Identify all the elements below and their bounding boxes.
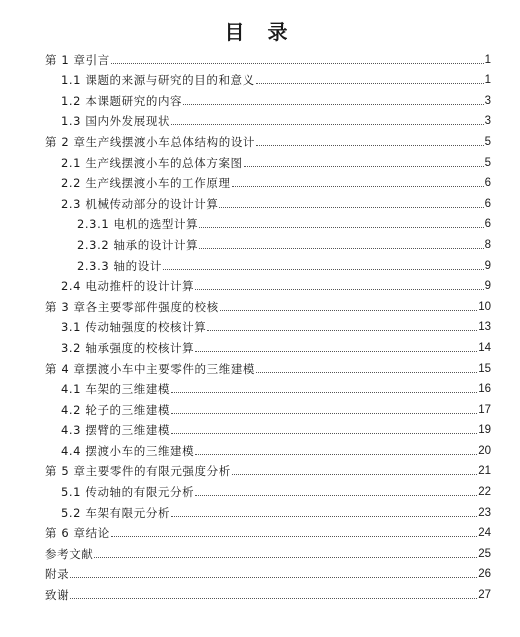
toc-entry-page-number: 10 — [478, 300, 491, 313]
toc-entry-page-number: 16 — [478, 383, 491, 396]
toc-entry[interactable] — [0, 254, 520, 275]
toc-entry-title: 第 6 章结论 — [45, 526, 110, 541]
toc-entry-page-number: 1 — [484, 53, 491, 66]
toc-entry-page-number: 1 — [484, 74, 491, 87]
toc-entry-title: 4.3 摆臂的三维建模 — [61, 423, 171, 438]
dot-leader — [183, 104, 483, 105]
toc-entry-page-number: 5 — [484, 135, 491, 148]
dot-leader — [199, 227, 483, 228]
toc-entry-page-number: 21 — [478, 465, 491, 478]
dot-leader — [70, 577, 477, 578]
toc-entry-page-number: 17 — [478, 403, 491, 416]
dot-leader — [195, 454, 477, 455]
toc-entry-page-number: 9 — [484, 259, 491, 272]
toc-entry[interactable] — [0, 48, 520, 69]
toc-entry-title: 第 5 章主要零件的有限元强度分析 — [45, 464, 231, 479]
toc-entry-title: 2.4 电动推杆的设计计算 — [61, 279, 195, 294]
toc-entry[interactable] — [0, 172, 520, 193]
toc-entry[interactable] — [0, 439, 520, 460]
dot-leader — [111, 536, 477, 537]
toc-entry-page-number: 5 — [484, 156, 491, 169]
toc-entry-page-number: 23 — [478, 506, 491, 519]
dot-leader — [232, 186, 484, 187]
toc-entry[interactable] — [0, 295, 520, 316]
dot-leader — [199, 248, 483, 249]
toc-entry[interactable] — [0, 563, 520, 584]
dot-leader — [220, 310, 477, 311]
toc-entry-page-number: 14 — [478, 341, 491, 354]
dot-leader — [256, 372, 477, 373]
toc-entry-title: 2.3 机械传动部分的设计计算 — [61, 196, 219, 211]
toc-entry-title: 2.3.1 电机的选型计算 — [77, 217, 199, 232]
dot-leader — [195, 495, 477, 496]
toc-entry-page-number: 6 — [484, 197, 491, 210]
toc-entry[interactable] — [0, 233, 520, 254]
toc-entry-title: 1.3 国内外发展现状 — [61, 114, 171, 129]
toc-entry[interactable] — [0, 213, 520, 234]
dot-leader — [171, 413, 477, 414]
dot-leader — [244, 166, 484, 167]
dot-leader — [195, 289, 483, 290]
toc-entry-title: 1.1 课题的来源与研究的目的和意义 — [61, 73, 255, 88]
toc-entry-page-number: 6 — [484, 177, 491, 190]
toc-entry[interactable] — [0, 501, 520, 522]
dot-leader — [171, 516, 477, 517]
toc-entry-page-number: 13 — [478, 321, 491, 334]
toc-entry-page-number: 9 — [484, 280, 491, 293]
toc-entry-title: 4.1 车架的三维建模 — [61, 382, 171, 397]
toc-entry[interactable] — [0, 398, 520, 419]
dot-leader — [219, 207, 483, 208]
toc-entry-page-number: 15 — [478, 362, 491, 375]
toc-entry[interactable] — [0, 378, 520, 399]
toc-entry[interactable] — [0, 542, 520, 563]
toc-entry[interactable] — [0, 69, 520, 90]
dot-leader — [195, 351, 477, 352]
toc-entry-title: 第 4 章摆渡小车中主要零件的三维建模 — [45, 361, 256, 376]
dot-leader — [94, 557, 477, 558]
dot-leader — [256, 83, 484, 84]
toc-entry-page-number: 8 — [484, 238, 491, 251]
toc-entry-title: 附录 — [45, 567, 70, 582]
toc-entry[interactable] — [0, 130, 520, 151]
toc-entry-page-number: 3 — [484, 94, 491, 107]
toc-entry-title: 5.1 传动轴的有限元分析 — [61, 485, 195, 500]
toc-entry-title: 2.3.2 轴承的设计计算 — [77, 237, 199, 252]
toc-entry[interactable] — [0, 583, 520, 604]
toc-entry-title: 2.1 生产线摆渡小车的总体方案图 — [61, 155, 243, 170]
toc-entry-title: 致谢 — [45, 588, 70, 603]
toc-entry-page-number: 26 — [478, 568, 491, 581]
toc-entry[interactable] — [0, 275, 520, 296]
toc-entry-page-number: 24 — [478, 527, 491, 540]
toc-entry-title: 参考文献 — [45, 546, 94, 561]
dot-leader — [111, 63, 484, 64]
toc-entry-page-number: 25 — [478, 547, 491, 560]
toc-entry-page-number: 3 — [484, 115, 491, 128]
toc-entry[interactable] — [0, 460, 520, 481]
toc-entry[interactable] — [0, 151, 520, 172]
toc-entry-title: 1.2 本课题研究的内容 — [61, 93, 183, 108]
dot-leader — [256, 145, 484, 146]
toc-entry[interactable] — [0, 110, 520, 131]
dot-leader — [171, 124, 484, 125]
toc-entry-title: 2.2 生产线摆渡小车的工作原理 — [61, 176, 231, 191]
toc-entry[interactable] — [0, 89, 520, 110]
toc-entry[interactable] — [0, 522, 520, 543]
dot-leader — [207, 330, 477, 331]
toc-entry-title: 第 3 章各主要零部件强度的校核 — [45, 299, 219, 314]
toc-entry-title: 3.2 轴承强度的校核计算 — [61, 340, 195, 355]
toc-entry-title: 2.3.3 轴的设计 — [77, 258, 162, 273]
toc-entry-page-number: 19 — [478, 424, 491, 437]
toc-entry-title: 第 2 章生产线摆渡小车总体结构的设计 — [45, 134, 256, 149]
toc-entry[interactable] — [0, 419, 520, 440]
toc-entry-page-number: 22 — [478, 486, 491, 499]
toc-entry-page-number: 27 — [478, 589, 491, 602]
toc-entry-page-number: 20 — [478, 444, 491, 457]
dot-leader — [171, 433, 477, 434]
toc-entry[interactable] — [0, 336, 520, 357]
toc-title: 目 录 — [224, 20, 296, 44]
toc-entry[interactable] — [0, 357, 520, 378]
toc-entry[interactable] — [0, 316, 520, 337]
toc-entry-title: 4.2 轮子的三维建模 — [61, 402, 171, 417]
toc-entry-title: 3.1 传动轴强度的校核计算 — [61, 320, 207, 335]
toc-entry[interactable] — [0, 192, 520, 213]
toc-entry-page-number: 6 — [484, 218, 491, 231]
toc-entry-title: 第 1 章引言 — [45, 52, 110, 67]
dot-leader — [163, 269, 484, 270]
toc-list — [0, 48, 520, 604]
dot-leader — [171, 392, 477, 393]
dot-leader — [232, 474, 477, 475]
toc-entry-title: 4.4 摆渡小车的三维建模 — [61, 443, 195, 458]
dot-leader — [70, 598, 477, 599]
toc-entry-title: 5.2 车架有限元分析 — [61, 505, 171, 520]
toc-entry[interactable] — [0, 480, 520, 501]
